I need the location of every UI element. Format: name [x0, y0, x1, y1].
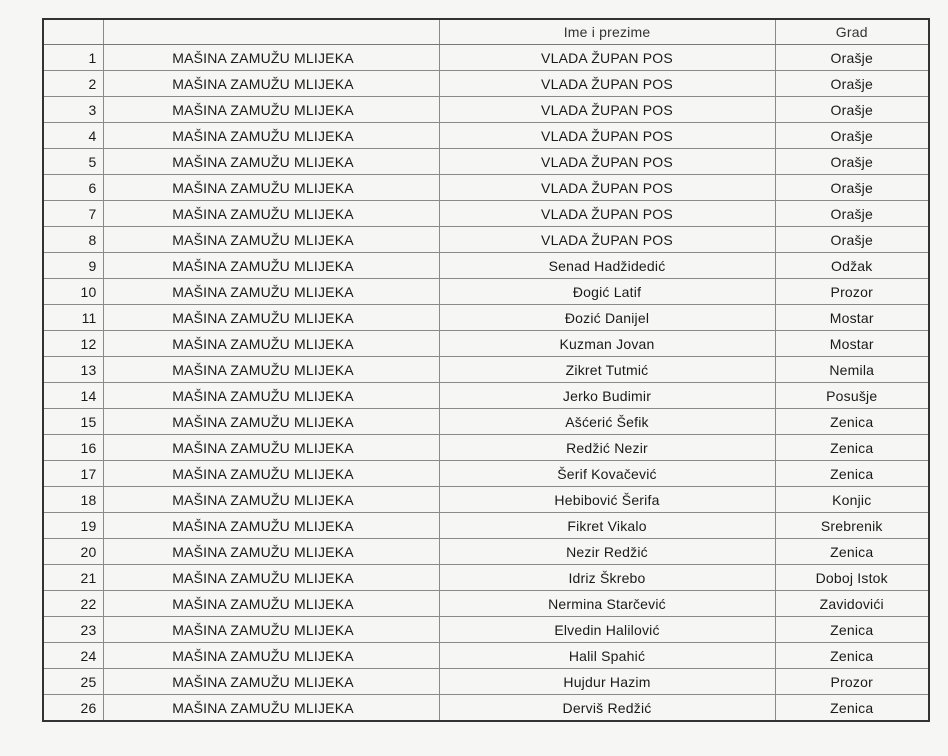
name-cell: Nezir Redžić	[439, 539, 775, 565]
table-row	[43, 643, 929, 669]
table-row	[43, 331, 929, 357]
item-cell: MAŠINA ZAMUŽU MLIJEKA	[103, 97, 439, 123]
item-cell: MAŠINA ZAMUŽU MLIJEKA	[103, 253, 439, 279]
table-row	[43, 253, 929, 279]
table-body	[43, 45, 929, 722]
city-cell: Odžak	[775, 253, 929, 279]
row-number: 2	[43, 71, 103, 97]
name-cell: Hujdur Hazim	[439, 669, 775, 695]
city-cell: Prozor	[775, 279, 929, 305]
table-row	[43, 97, 929, 123]
city-cell: Orašje	[775, 175, 929, 201]
row-number: 17	[43, 461, 103, 487]
row-number: 9	[43, 253, 103, 279]
city-cell: Posušje	[775, 383, 929, 409]
name-cell: VLADA ŽUPAN POS	[439, 97, 775, 123]
table-row	[43, 669, 929, 695]
row-number: 6	[43, 175, 103, 201]
city-cell: Orašje	[775, 227, 929, 253]
name-cell: Halil Spahić	[439, 643, 775, 669]
table-row	[43, 591, 929, 617]
city-cell: Orašje	[775, 201, 929, 227]
name-cell: Đozić Danijel	[439, 305, 775, 331]
row-number: 19	[43, 513, 103, 539]
row-number: 4	[43, 123, 103, 149]
city-cell: Konjic	[775, 487, 929, 513]
name-cell: Zikret Tutmić	[439, 357, 775, 383]
item-cell: MAŠINA ZAMUŽU MLIJEKA	[103, 149, 439, 175]
row-number: 7	[43, 201, 103, 227]
item-cell: MAŠINA ZAMUŽU MLIJEKA	[103, 383, 439, 409]
name-cell: VLADA ŽUPAN POS	[439, 227, 775, 253]
name-cell: VLADA ŽUPAN POS	[439, 123, 775, 149]
city-cell: Orašje	[775, 97, 929, 123]
city-cell: Mostar	[775, 305, 929, 331]
item-cell: MAŠINA ZAMUŽU MLIJEKA	[103, 123, 439, 149]
item-cell: MAŠINA ZAMUŽU MLIJEKA	[103, 175, 439, 201]
item-cell: MAŠINA ZAMUŽU MLIJEKA	[103, 487, 439, 513]
city-cell: Orašje	[775, 149, 929, 175]
city-cell: Zenica	[775, 461, 929, 487]
table-header-row	[43, 19, 929, 45]
row-number: 8	[43, 227, 103, 253]
item-cell: MAŠINA ZAMUŽU MLIJEKA	[103, 331, 439, 357]
header-item	[103, 19, 439, 45]
city-cell: Orašje	[775, 71, 929, 97]
row-number: 23	[43, 617, 103, 643]
item-cell: MAŠINA ZAMUŽU MLIJEKA	[103, 227, 439, 253]
item-cell: MAŠINA ZAMUŽU MLIJEKA	[103, 513, 439, 539]
row-number: 18	[43, 487, 103, 513]
row-number: 25	[43, 669, 103, 695]
city-cell: Zenica	[775, 409, 929, 435]
table-row	[43, 175, 929, 201]
row-number: 26	[43, 695, 103, 722]
name-cell: VLADA ŽUPAN POS	[439, 45, 775, 71]
city-cell: Mostar	[775, 331, 929, 357]
name-cell: VLADA ŽUPAN POS	[439, 201, 775, 227]
table-row	[43, 409, 929, 435]
city-cell: Zavidovići	[775, 591, 929, 617]
item-cell: MAŠINA ZAMUŽU MLIJEKA	[103, 643, 439, 669]
table-row	[43, 357, 929, 383]
row-number: 20	[43, 539, 103, 565]
name-cell: VLADA ŽUPAN POS	[439, 71, 775, 97]
row-number: 12	[43, 331, 103, 357]
city-cell: Zenica	[775, 617, 929, 643]
city-cell: Doboj Istok	[775, 565, 929, 591]
city-cell: Srebrenik	[775, 513, 929, 539]
item-cell: MAŠINA ZAMUŽU MLIJEKA	[103, 539, 439, 565]
item-cell: MAŠINA ZAMUŽU MLIJEKA	[103, 409, 439, 435]
item-cell: MAŠINA ZAMUŽU MLIJEKA	[103, 461, 439, 487]
city-cell: Orašje	[775, 45, 929, 71]
table-row	[43, 513, 929, 539]
name-cell: Derviš Redžić	[439, 695, 775, 722]
city-cell: Zenica	[775, 643, 929, 669]
table-row	[43, 695, 929, 722]
item-cell: MAŠINA ZAMUŽU MLIJEKA	[103, 71, 439, 97]
item-cell: MAŠINA ZAMUŽU MLIJEKA	[103, 617, 439, 643]
city-cell: Nemila	[775, 357, 929, 383]
header-name: Ime i prezime	[439, 19, 775, 45]
name-cell: VLADA ŽUPAN POS	[439, 149, 775, 175]
name-cell: Hebibović Šerifa	[439, 487, 775, 513]
item-cell: MAŠINA ZAMUŽU MLIJEKA	[103, 435, 439, 461]
table-row	[43, 201, 929, 227]
item-cell: MAŠINA ZAMUŽU MLIJEKA	[103, 591, 439, 617]
city-cell: Prozor	[775, 669, 929, 695]
recipients-table	[42, 18, 930, 722]
table-row	[43, 71, 929, 97]
name-cell: Senad Hadžidedić	[439, 253, 775, 279]
row-number: 1	[43, 45, 103, 71]
row-number: 16	[43, 435, 103, 461]
table-row	[43, 149, 929, 175]
header-number	[43, 19, 103, 45]
item-cell: MAŠINA ZAMUŽU MLIJEKA	[103, 669, 439, 695]
table-row	[43, 45, 929, 71]
name-cell: Nermina Starčević	[439, 591, 775, 617]
table-row	[43, 539, 929, 565]
item-cell: MAŠINA ZAMUŽU MLIJEKA	[103, 201, 439, 227]
row-number: 15	[43, 409, 103, 435]
name-cell: VLADA ŽUPAN POS	[439, 175, 775, 201]
table-row	[43, 487, 929, 513]
city-cell: Zenica	[775, 539, 929, 565]
item-cell: MAŠINA ZAMUŽU MLIJEKA	[103, 279, 439, 305]
table-row	[43, 279, 929, 305]
row-number: 14	[43, 383, 103, 409]
city-cell: Zenica	[775, 695, 929, 722]
name-cell: Kuzman Jovan	[439, 331, 775, 357]
item-cell: MAŠINA ZAMUŽU MLIJEKA	[103, 695, 439, 722]
item-cell: MAŠINA ZAMUŽU MLIJEKA	[103, 45, 439, 71]
table-row	[43, 123, 929, 149]
table-row	[43, 461, 929, 487]
item-cell: MAŠINA ZAMUŽU MLIJEKA	[103, 357, 439, 383]
row-number: 21	[43, 565, 103, 591]
table-row	[43, 305, 929, 331]
name-cell: Ašćerić Šefik	[439, 409, 775, 435]
table-row	[43, 565, 929, 591]
city-cell: Orašje	[775, 123, 929, 149]
item-cell: MAŠINA ZAMUŽU MLIJEKA	[103, 565, 439, 591]
name-cell: Redžić Nezir	[439, 435, 775, 461]
name-cell: Jerko Budimir	[439, 383, 775, 409]
name-cell: Elvedin Halilović	[439, 617, 775, 643]
table-row	[43, 227, 929, 253]
table-row	[43, 435, 929, 461]
name-cell: Đogić Latif	[439, 279, 775, 305]
row-number: 10	[43, 279, 103, 305]
name-cell: Fikret Vikalo	[439, 513, 775, 539]
row-number: 3	[43, 97, 103, 123]
name-cell: Šerif Kovačević	[439, 461, 775, 487]
item-cell: MAŠINA ZAMUŽU MLIJEKA	[103, 305, 439, 331]
table-row	[43, 383, 929, 409]
row-number: 22	[43, 591, 103, 617]
row-number: 5	[43, 149, 103, 175]
row-number: 11	[43, 305, 103, 331]
row-number: 13	[43, 357, 103, 383]
city-cell: Zenica	[775, 435, 929, 461]
table-row	[43, 617, 929, 643]
name-cell: Idriz Škrebo	[439, 565, 775, 591]
row-number: 24	[43, 643, 103, 669]
header-city: Grad	[775, 19, 929, 45]
